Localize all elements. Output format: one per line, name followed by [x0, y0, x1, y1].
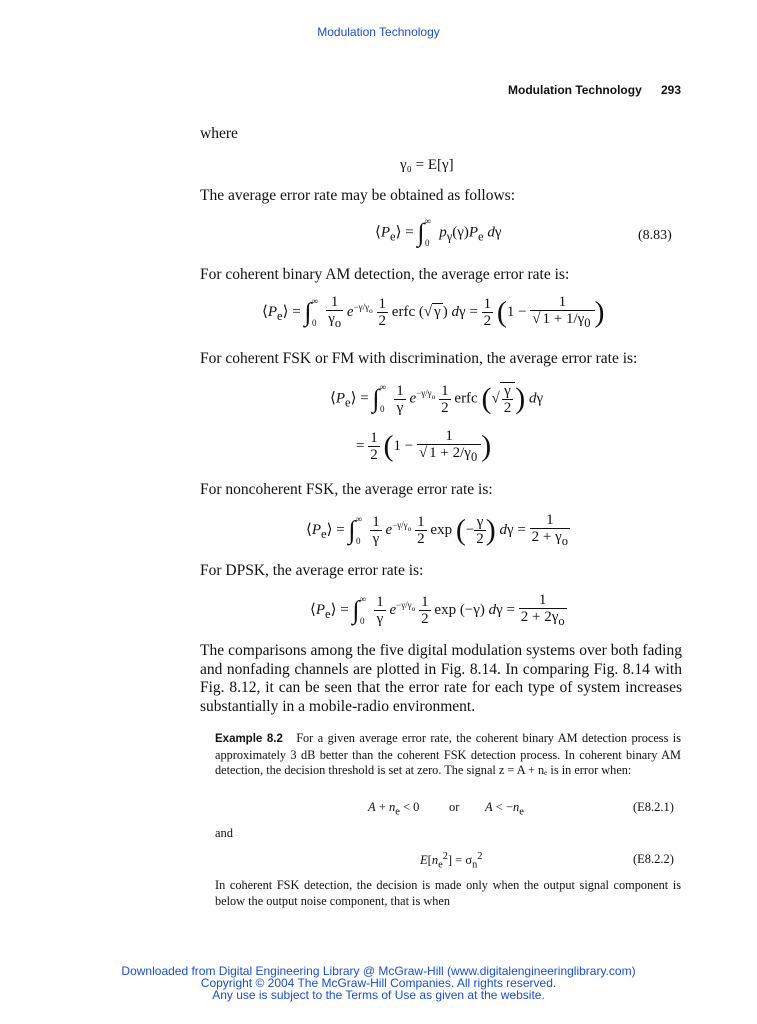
equation-e8-2-1-label: (E8.2.1) [633, 800, 674, 814]
footer-terms-link[interactable]: Any use is subject to the Terms of Use as given at the website. [212, 988, 545, 1002]
average-error-intro: The average error rate may be obtained as follows: [200, 187, 516, 204]
coherent-am-intro: For coherent binary AM detection, the average error rate is: [200, 266, 570, 283]
footer-download-link[interactable]: Downloaded from Digital Engineering Library @ McGraw-Hill (www.digitalengineeringlibrary.com) [121, 964, 636, 978]
dpsk-equation: $⟨P_e⟩ = \int^\infty_0$ $\frac{1}{\gamma}$ $e^{-\gamma/\gamma_o}$ $\frac{1}{2}$ exp (−γ) dγ = $\frac{1}{2 + 2\gamma_o}$ [310, 592, 565, 628]
equation-8-83-label: (8.83) [638, 228, 672, 243]
coherent-am-equation: $⟨P_e⟩ = \int^\infty_0$ $\frac{1}{\gamma_o}$ $e^{-\gamma/\gamma_o}$ $\frac{1}{2}$ erfc (√ γ ) dγ = $\frac{1}{2}$ (1 − $\frac{1}{√ 1 + 1/\gamma_0}$ ) [262, 294, 605, 330]
noncoherent-fsk-equation: $⟨P_e⟩ = \int^\infty_0$ $\frac{1}{\gamma}$ $e^{-\gamma/\gamma_o}$ $\frac{1}{2}$ exp (− $\frac{\gamma}{2}$ ) dγ = $\frac{1}{2 + \gamma_o}$ [306, 512, 568, 548]
running-header-title: Modulation Technology [508, 83, 642, 97]
equation-e8-2-2-label: (E8.2.2) [633, 852, 674, 866]
footer-copyright: Copyright © 2004 The McGraw-Hill Companies. All rights reserved. [200, 976, 557, 990]
example-text: For a given average error rate, the coherent binary AM detection process is approximately 3 dB better than the coherent FSK detection process. In coherent binary AM detection, the decision threshold is set at zero. The signal z = A + nₑ is in error when: [215, 731, 682, 777]
dpsk-intro: For DPSK, the average error rate is: [200, 562, 424, 579]
coherent-fsk-intro: For coherent FSK or FM with discrimination, the average error rate is: [200, 350, 638, 367]
noncoherent-fsk-intro: For noncoherent FSK, the average error rate is: [200, 481, 493, 498]
page-number: 293 [661, 83, 682, 97]
where-text: where [200, 125, 238, 142]
coherent-fsk-equation-line1: $⟨P_e⟩ = \int^\infty_0$ $\frac{1}{\gamma}$ $e^{-\gamma/\gamma_o}$ $\frac{1}{2}$ erfc (√ $\frac{\gamma}{2}$ ) dγ [330, 382, 544, 416]
equation-e8-2-1-right: $A < -n_e$ [485, 800, 524, 818]
equation-e8-2-1: $A + n_e < 0$ [368, 800, 420, 818]
top-banner-link[interactable]: Modulation Technology [317, 25, 440, 39]
or-word: or [449, 800, 460, 814]
comparison-paragraph: The comparisons among the five digital modulation systems over both fading and nonfading channels are plotted in Fig. 8.14. In comparing Fig. 8.14 with Fig. 8.12, it can be seen that the error rate for each type of system increases substantially in a mobile-radio environment. [200, 642, 682, 715]
and-word: and [215, 826, 234, 840]
coherent-fsk-equation-line2: = $\frac{1}{2}$ (1 − $\frac{1}{√ 1 + 2/\gamma_0}$ ) [356, 428, 492, 464]
example-8-2 [215, 731, 681, 779]
equation-8-83: $⟨P_e⟩ = \int^\infty_0$ $p_\gamma(\gamma)P_e$ dγ [375, 216, 502, 249]
gamma0-equation: γ₀ = E[γ] [400, 157, 454, 173]
example-closing: In coherent FSK detection, the decision is made only when the output signal component is below the output noise component, that is when [215, 878, 681, 908]
equation-e8-2-2: $E[n_e^2] = \sigma_n^2$ [420, 851, 483, 871]
example-label: Example 8.2 [215, 733, 283, 745]
